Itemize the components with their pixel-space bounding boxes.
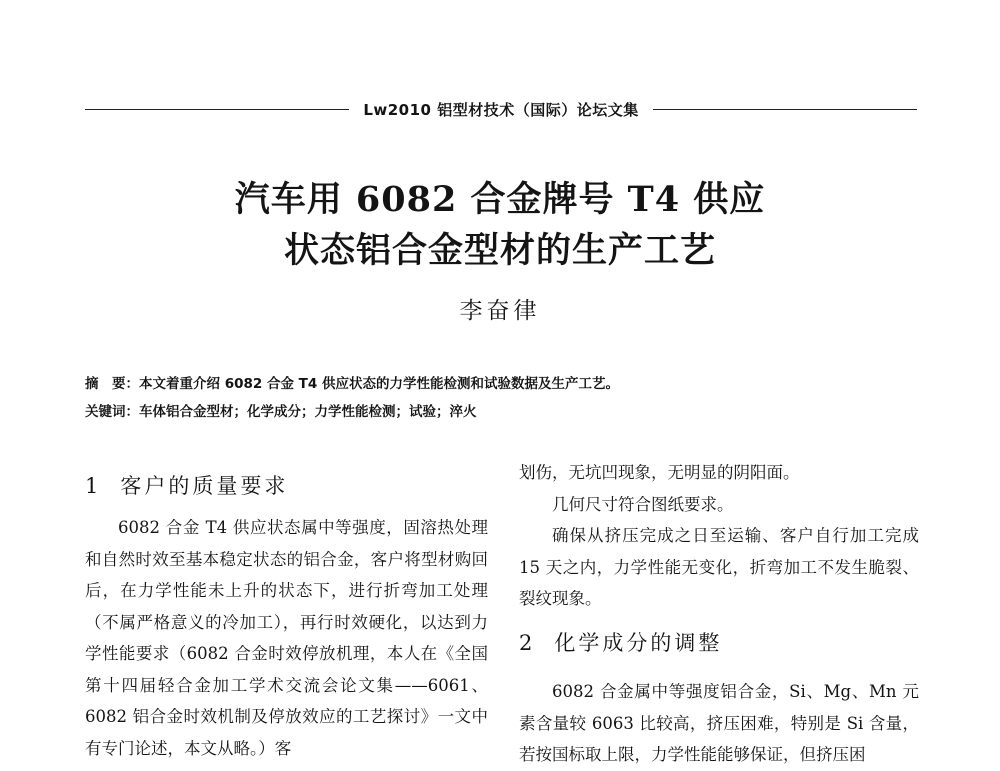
section-2-number: 2 [519,631,533,655]
keywords-text: 车体铝合金型材；化学成分；力学性能检测；试验；淬火 [139,404,477,420]
paper-title-line-1: 汽车用 6082 合金牌号 T4 供应 [234,179,766,220]
section-2-heading [519,627,722,657]
section-1-heading [85,470,288,500]
keywords-label: 关键词： [85,404,139,420]
left-column-text [85,512,488,764]
section-1-paragraph-3: 几何尺寸符合图纸要求。 [552,494,734,514]
section-2-title: 化学成分的调整 [554,631,723,655]
paper-title-line-2: 状态铝合金型材的生产工艺 [283,230,716,271]
right-column-section-2 [519,676,919,771]
section-1-number: 1 [85,474,99,498]
section-1-title: 客户的质量要求 [120,474,289,498]
header-rule-left [85,109,349,110]
running-header [85,97,917,121]
header-rule-right [653,109,917,110]
abstract-text: 本文着重介绍 6082 合金 T4 供应状态的力学性能检测和试验数据及生产工艺。 [139,376,619,392]
paper-author: 李奋律 [459,298,541,324]
section-1-paragraph-4: 确保从挤压完成之日至运输、客户自行加工完成 15 天之内，力学性能无变化，折弯加工不发生脆裂、裂纹现象。 [519,526,919,608]
section-1-paragraph-1: 6082 合金 T4 供应状态属中等强度，固溶热处理和自然时效至基本稳定状态的铝合金，客户将型材购回后，在力学性能未上升的状态下，进行折弯加工处理（不属严格意义的冷加工），再行时效硬化，以达到力学性能要求（6082 合金时效停放机理，本人在《全国第十四届轻合金加工学术交流会论文集——6061、6082 铝合金时效机制及停放效应的工艺探讨》一文中有专门论述，本文从略。）客 [85,518,488,758]
section-2-paragraph-1: 6082 合金属中等强度铝合金，Si、Mg、Mn 元素含量较 6063 比较高，挤压困难，特别是 Si 含量，若按国标取上限，力学性能能够保证，但挤压困 [519,682,919,764]
abstract-label: 摘 要： [85,376,139,392]
right-column-text [519,457,919,615]
keywords [85,400,925,420]
running-header-title: Lw2010 铝型材技术（国际）论坛文集 [363,100,639,119]
abstract [85,372,925,392]
section-1-paragraph-2: 划伤，无坑凹现象，无明显的阴阳面。 [519,463,800,482]
